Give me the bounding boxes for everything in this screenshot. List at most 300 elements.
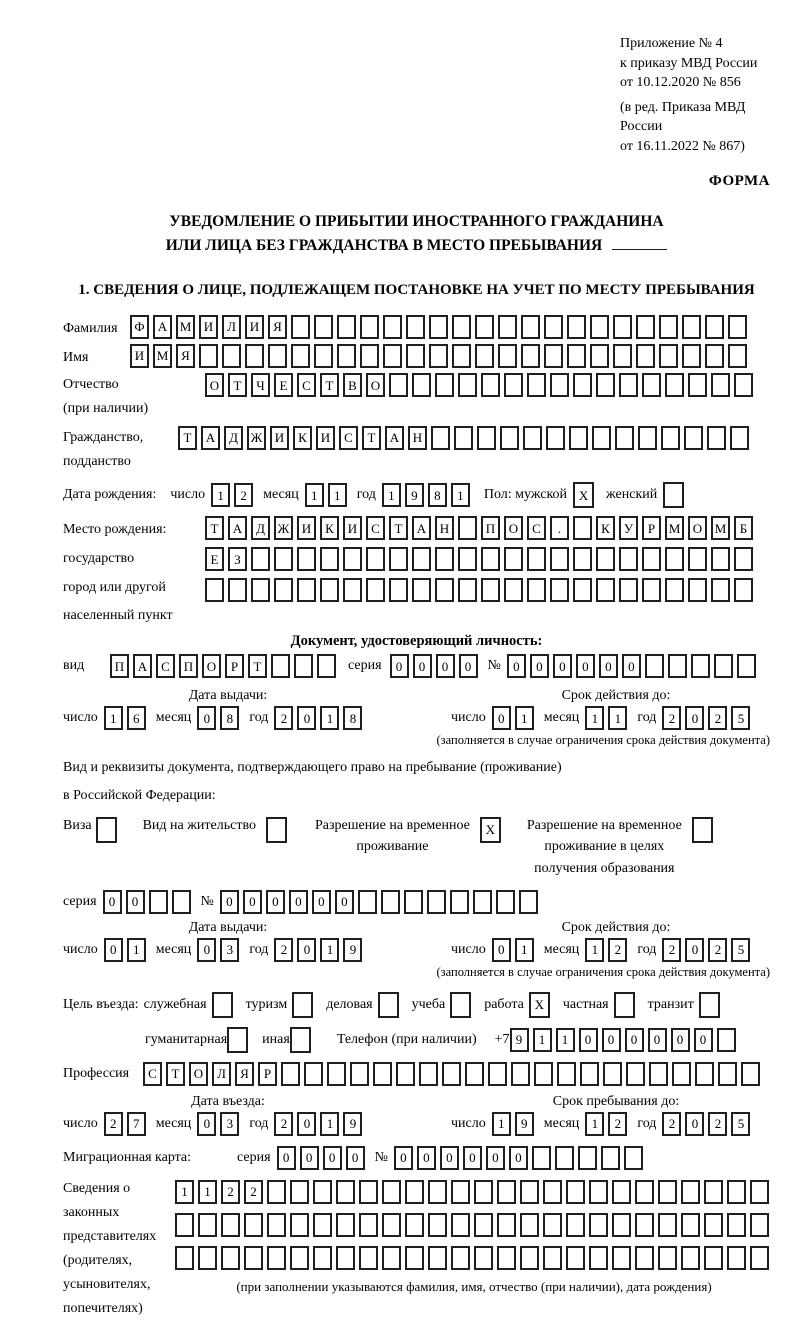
char-cell[interactable] [661,426,680,450]
char-cell[interactable] [521,315,540,339]
char-cell[interactable] [613,315,632,339]
char-cell[interactable] [557,1062,576,1086]
char-cell[interactable] [359,1180,378,1204]
char-cell[interactable]: А [201,426,220,450]
char-cell[interactable]: 1 [305,483,324,507]
char-cell[interactable] [175,1213,194,1237]
char-cell[interactable]: 2 [608,938,627,962]
char-cell[interactable]: А [133,654,152,678]
char-cell[interactable]: 0 [576,654,595,678]
char-cell[interactable] [573,578,592,602]
char-cell[interactable] [728,315,747,339]
char-cell[interactable]: 0 [685,706,704,730]
char-cell[interactable] [221,1246,240,1270]
char-cell[interactable]: А [412,516,431,540]
char-cell[interactable] [271,654,290,678]
char-cell[interactable] [635,1180,654,1204]
char-cell[interactable] [658,1180,677,1204]
char-cell[interactable] [205,578,224,602]
char-cell[interactable] [431,426,450,450]
char-cell[interactable] [291,344,310,368]
char-cell[interactable] [527,373,546,397]
char-cell[interactable] [474,1213,493,1237]
char-cell[interactable] [244,1246,263,1270]
char-cell[interactable] [481,373,500,397]
char-cell[interactable] [727,1246,746,1270]
char-cell[interactable]: Ф [130,315,149,339]
char-cell[interactable] [601,1146,620,1170]
char-cell[interactable] [504,578,523,602]
char-cell[interactable]: 0 [197,706,216,730]
char-cell[interactable]: 6 [127,706,146,730]
char-cell[interactable]: Т [228,373,247,397]
char-cell[interactable] [428,1246,447,1270]
char-cell[interactable]: 2 [708,1112,727,1136]
char-cell[interactable] [198,1213,217,1237]
char-cell[interactable] [458,373,477,397]
char-cell[interactable] [498,344,517,368]
char-cell[interactable] [589,1246,608,1270]
char-cell[interactable] [596,373,615,397]
char-cell[interactable]: 0 [492,938,511,962]
char-cell[interactable] [612,1246,631,1270]
char-cell[interactable] [504,547,523,571]
char-cell[interactable] [477,426,496,450]
char-cell[interactable]: 1 [320,1112,339,1136]
char-cell[interactable]: 0 [509,1146,528,1170]
char-cell[interactable] [290,1246,309,1270]
char-cell[interactable] [383,344,402,368]
char-cell[interactable]: И [297,516,316,540]
char-cell[interactable] [665,547,684,571]
char-cell[interactable]: С [156,654,175,678]
char-cell[interactable] [665,578,684,602]
char-cell[interactable] [244,1213,263,1237]
char-cell[interactable] [750,1180,769,1204]
char-cell[interactable] [626,1062,645,1086]
char-cell[interactable] [688,373,707,397]
char-cell[interactable] [688,578,707,602]
char-cell[interactable] [292,992,313,1018]
char-cell[interactable]: 0 [197,938,216,962]
char-cell[interactable]: Т [166,1062,185,1086]
char-cell[interactable]: 0 [346,1146,365,1170]
char-cell[interactable]: 0 [622,654,641,678]
char-cell[interactable]: 1 [198,1180,217,1204]
char-cell[interactable] [523,426,542,450]
char-cell[interactable]: 1 [556,1028,575,1052]
char-cell[interactable] [519,890,538,914]
char-cell[interactable]: 2 [104,1112,123,1136]
char-cell[interactable]: У [619,516,638,540]
char-cell[interactable] [251,578,270,602]
char-cell[interactable] [343,547,362,571]
char-cell[interactable] [405,1246,424,1270]
char-cell[interactable] [567,315,586,339]
char-cell[interactable]: 0 [486,1146,505,1170]
char-cell[interactable]: З [228,547,247,571]
char-cell[interactable]: А [153,315,172,339]
char-cell[interactable]: О [205,373,224,397]
char-cell[interactable] [381,890,400,914]
char-cell[interactable] [704,1213,723,1237]
char-cell[interactable] [527,547,546,571]
char-cell[interactable]: 0 [507,654,526,678]
char-cell[interactable] [481,547,500,571]
char-cell[interactable] [635,1246,654,1270]
char-cell[interactable]: Е [274,373,293,397]
char-cell[interactable]: Т [205,516,224,540]
char-cell[interactable] [566,1246,585,1270]
char-cell[interactable]: 5 [731,938,750,962]
char-cell[interactable] [613,344,632,368]
char-cell[interactable]: 7 [127,1112,146,1136]
char-cell[interactable] [337,315,356,339]
char-cell[interactable]: О [504,516,523,540]
char-cell[interactable] [727,1213,746,1237]
char-cell[interactable] [406,315,425,339]
char-cell[interactable] [405,1213,424,1237]
char-cell[interactable] [405,1180,424,1204]
char-cell[interactable]: О [366,373,385,397]
char-cell[interactable]: 1 [211,483,230,507]
char-cell[interactable] [336,1180,355,1204]
char-cell[interactable] [481,578,500,602]
char-cell[interactable] [149,890,168,914]
char-cell[interactable] [497,1246,516,1270]
char-cell[interactable]: Д [251,516,270,540]
char-cell[interactable] [465,1062,484,1086]
char-cell[interactable] [550,547,569,571]
char-cell[interactable] [636,344,655,368]
char-cell[interactable]: 0 [648,1028,667,1052]
char-cell[interactable] [266,817,287,843]
char-cell[interactable]: 0 [289,890,308,914]
char-cell[interactable] [511,1062,530,1086]
char-cell[interactable] [274,547,293,571]
char-cell[interactable] [175,1246,194,1270]
char-cell[interactable]: Т [320,373,339,397]
char-cell[interactable] [222,344,241,368]
char-cell[interactable] [682,344,701,368]
char-cell[interactable] [592,426,611,450]
char-cell[interactable] [500,426,519,450]
char-cell[interactable]: 0 [553,654,572,678]
char-cell[interactable] [681,1213,700,1237]
char-cell[interactable] [727,1180,746,1204]
char-cell[interactable]: 2 [244,1180,263,1204]
char-cell[interactable]: 0 [312,890,331,914]
char-cell[interactable]: 2 [234,483,253,507]
char-cell[interactable] [550,578,569,602]
char-cell[interactable] [389,578,408,602]
char-cell[interactable]: С [297,373,316,397]
char-cell[interactable]: 2 [662,706,681,730]
char-cell[interactable]: 0 [390,654,409,678]
char-cell[interactable] [314,344,333,368]
char-cell[interactable] [704,1180,723,1204]
char-cell[interactable] [435,547,454,571]
char-cell[interactable] [578,1146,597,1170]
char-cell[interactable] [336,1213,355,1237]
char-cell[interactable] [251,547,270,571]
char-cell[interactable] [504,373,523,397]
char-cell[interactable] [382,1180,401,1204]
char-cell[interactable]: Л [212,1062,231,1086]
char-cell[interactable] [642,547,661,571]
char-cell[interactable] [429,344,448,368]
char-cell[interactable]: Р [642,516,661,540]
char-cell[interactable]: Е [205,547,224,571]
char-cell[interactable]: О [688,516,707,540]
char-cell[interactable] [474,1180,493,1204]
char-cell[interactable] [412,547,431,571]
char-cell[interactable]: 0 [277,1146,296,1170]
char-cell[interactable]: 0 [297,706,316,730]
char-cell[interactable] [297,578,316,602]
char-cell[interactable]: 3 [220,1112,239,1136]
char-cell[interactable] [336,1246,355,1270]
char-cell[interactable] [684,426,703,450]
char-cell[interactable] [435,373,454,397]
char-cell[interactable]: 0 [625,1028,644,1052]
char-cell[interactable] [290,1180,309,1204]
char-cell[interactable]: В [343,373,362,397]
char-cell[interactable] [544,344,563,368]
char-cell[interactable]: 0 [530,654,549,678]
char-cell[interactable]: А [385,426,404,450]
char-cell[interactable]: Л [222,315,241,339]
char-cell[interactable] [327,1062,346,1086]
char-cell[interactable] [688,547,707,571]
char-cell[interactable]: К [320,516,339,540]
char-cell[interactable] [474,1246,493,1270]
char-cell[interactable] [245,344,264,368]
char-cell[interactable] [711,547,730,571]
char-cell[interactable] [396,1062,415,1086]
char-cell[interactable] [590,315,609,339]
char-cell[interactable] [290,1213,309,1237]
char-cell[interactable] [452,315,471,339]
char-cell[interactable] [389,547,408,571]
char-cell[interactable] [429,315,448,339]
char-cell[interactable] [717,1028,736,1052]
char-cell[interactable] [612,1180,631,1204]
char-cell[interactable] [737,654,756,678]
char-cell[interactable]: 1 [320,706,339,730]
char-cell[interactable] [488,1062,507,1086]
char-cell[interactable]: Ч [251,373,270,397]
char-cell[interactable] [682,315,701,339]
char-cell[interactable] [313,1246,332,1270]
char-cell[interactable]: 0 [297,938,316,962]
char-cell[interactable] [619,373,638,397]
char-cell[interactable] [366,578,385,602]
char-cell[interactable] [199,344,218,368]
char-cell[interactable]: 0 [579,1028,598,1052]
char-cell[interactable] [520,1246,539,1270]
char-cell[interactable] [337,344,356,368]
char-cell[interactable]: 1 [585,706,604,730]
char-cell[interactable]: 0 [220,890,239,914]
char-cell[interactable] [406,344,425,368]
char-cell[interactable] [454,426,473,450]
char-cell[interactable]: 9 [343,938,362,962]
char-cell[interactable]: 0 [459,654,478,678]
char-cell[interactable] [383,315,402,339]
char-cell[interactable]: Н [435,516,454,540]
char-cell[interactable]: 0 [599,654,618,678]
char-cell[interactable] [645,654,664,678]
char-cell[interactable] [718,1062,737,1086]
char-cell[interactable]: И [199,315,218,339]
char-cell[interactable] [442,1062,461,1086]
char-cell[interactable] [695,1062,714,1086]
char-cell[interactable] [497,1213,516,1237]
char-cell[interactable] [412,373,431,397]
char-cell[interactable]: 2 [662,938,681,962]
form-number-blank[interactable] [612,236,667,250]
char-cell[interactable] [450,890,469,914]
char-cell[interactable]: И [245,315,264,339]
char-cell[interactable]: П [179,654,198,678]
char-cell[interactable]: Я [176,344,195,368]
char-cell[interactable] [544,315,563,339]
char-cell[interactable]: 2 [608,1112,627,1136]
char-cell[interactable] [728,344,747,368]
char-cell[interactable] [320,578,339,602]
char-cell[interactable] [573,373,592,397]
char-cell[interactable]: 1 [533,1028,552,1052]
char-cell[interactable] [714,654,733,678]
char-cell[interactable] [404,890,423,914]
char-cell[interactable]: 1 [492,1112,511,1136]
char-cell[interactable] [212,992,233,1018]
char-cell[interactable] [290,1027,311,1053]
char-cell[interactable] [711,578,730,602]
char-cell[interactable] [268,344,287,368]
char-cell[interactable] [638,426,657,450]
char-cell[interactable]: 1 [328,483,347,507]
char-cell[interactable]: 2 [708,706,727,730]
char-cell[interactable]: X [529,992,550,1018]
char-cell[interactable]: И [316,426,335,450]
char-cell[interactable]: 0 [300,1146,319,1170]
char-cell[interactable] [665,373,684,397]
char-cell[interactable]: 0 [671,1028,690,1052]
char-cell[interactable]: 0 [243,890,262,914]
char-cell[interactable] [543,1246,562,1270]
char-cell[interactable] [428,1213,447,1237]
char-cell[interactable]: 9 [510,1028,529,1052]
char-cell[interactable]: 1 [585,1112,604,1136]
char-cell[interactable] [267,1213,286,1237]
char-cell[interactable] [313,1180,332,1204]
char-cell[interactable] [543,1180,562,1204]
char-cell[interactable]: С [527,516,546,540]
char-cell[interactable] [567,344,586,368]
char-cell[interactable] [343,578,362,602]
char-cell[interactable] [520,1213,539,1237]
char-cell[interactable]: 5 [731,706,750,730]
char-cell[interactable]: 0 [335,890,354,914]
char-cell[interactable]: 1 [104,706,123,730]
char-cell[interactable] [532,1146,551,1170]
char-cell[interactable]: М [153,344,172,368]
char-cell[interactable] [699,992,720,1018]
char-cell[interactable] [373,1062,392,1086]
char-cell[interactable] [614,992,635,1018]
char-cell[interactable] [534,1062,553,1086]
char-cell[interactable] [313,1213,332,1237]
char-cell[interactable]: 0 [197,1112,216,1136]
char-cell[interactable]: 9 [405,483,424,507]
char-cell[interactable]: Н [408,426,427,450]
char-cell[interactable] [580,1062,599,1086]
char-cell[interactable]: 2 [274,1112,293,1136]
char-cell[interactable]: И [343,516,362,540]
char-cell[interactable] [452,344,471,368]
char-cell[interactable]: Т [178,426,197,450]
char-cell[interactable]: 9 [343,1112,362,1136]
char-cell[interactable]: 1 [515,938,534,962]
char-cell[interactable] [228,578,247,602]
char-cell[interactable] [382,1213,401,1237]
char-cell[interactable] [521,344,540,368]
char-cell[interactable]: 0 [492,706,511,730]
char-cell[interactable] [451,1180,470,1204]
char-cell[interactable] [267,1246,286,1270]
char-cell[interactable] [619,547,638,571]
char-cell[interactable] [427,890,446,914]
char-cell[interactable] [649,1062,668,1086]
char-cell[interactable]: 9 [515,1112,534,1136]
char-cell[interactable] [227,1027,248,1053]
char-cell[interactable] [550,373,569,397]
char-cell[interactable] [681,1180,700,1204]
char-cell[interactable]: 1 [585,938,604,962]
char-cell[interactable]: 1 [451,483,470,507]
char-cell[interactable] [520,1180,539,1204]
char-cell[interactable]: М [665,516,684,540]
char-cell[interactable] [450,992,471,1018]
char-cell[interactable] [359,1213,378,1237]
char-cell[interactable] [458,516,477,540]
char-cell[interactable]: 0 [297,1112,316,1136]
char-cell[interactable] [419,1062,438,1086]
char-cell[interactable] [382,1246,401,1270]
char-cell[interactable] [692,817,713,843]
char-cell[interactable]: Ж [274,516,293,540]
char-cell[interactable]: 1 [175,1180,194,1204]
char-cell[interactable] [590,344,609,368]
char-cell[interactable] [267,1180,286,1204]
char-cell[interactable]: 0 [694,1028,713,1052]
char-cell[interactable] [359,1246,378,1270]
char-cell[interactable] [428,1180,447,1204]
char-cell[interactable] [555,1146,574,1170]
char-cell[interactable]: X [573,482,594,508]
char-cell[interactable] [705,315,724,339]
char-cell[interactable] [317,654,336,678]
char-cell[interactable] [672,1062,691,1086]
char-cell[interactable] [496,890,515,914]
char-cell[interactable] [612,1213,631,1237]
char-cell[interactable] [707,426,726,450]
char-cell[interactable]: 3 [220,938,239,962]
char-cell[interactable]: К [293,426,312,450]
char-cell[interactable] [619,578,638,602]
